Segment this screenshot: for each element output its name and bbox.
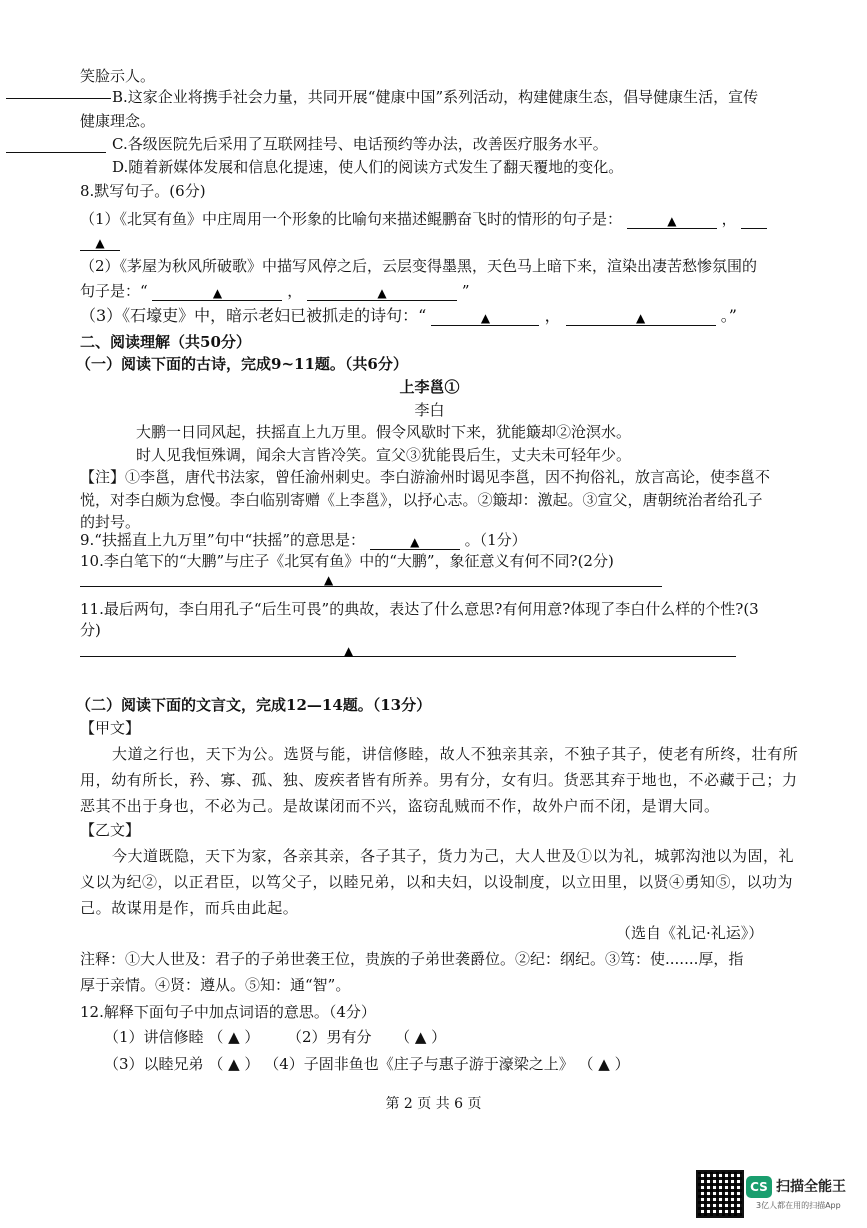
separator: ， <box>544 306 561 325</box>
triangle-icon: ▲ <box>667 214 677 228</box>
question-text: （2）男有分 <box>286 1028 372 1046</box>
question-text: （1）《北冥有鱼》中庄周用一个形象的比喻句来描述鲲鹏奋飞时的情形的句子是： <box>80 210 623 228</box>
question-text: （1）讲信修睦 <box>104 1028 204 1046</box>
question-8-3 <box>80 306 737 326</box>
answer-blank[interactable] <box>307 282 457 301</box>
question-11-cont: 分) <box>80 621 101 639</box>
answer-line <box>80 231 120 251</box>
triangle-icon: ▲ <box>410 535 420 549</box>
text-line: 健康理念。 <box>80 112 156 130</box>
triangle-icon: ▲ <box>95 236 105 250</box>
passage-text: 用，幼有所长，矜、寡、孤、独、废疾者皆有所养。男有分，女有归。货恶其弃于地也，不必藏于己；力 <box>80 771 798 789</box>
passage-text: 大道之行也，天下为公。选贤与能，讲信修睦，故人不独亲其亲，不独子其子，使老有所终，壮有所 <box>112 745 799 763</box>
passage-text: 恶其不出于身也，不必为己。是故谋闭而不兴，盗窃乱贼而不作，故外户而不闭，是谓大同。 <box>80 797 720 815</box>
triangle-icon: ▲ <box>377 286 387 300</box>
question-11: 11.最后两句，李白用孔子“后生可畏”的典故，表达了什么意思?有何用意?体现了李白什么样的个性?(3 <box>80 600 759 618</box>
poem-line: 大鹏一日同风起，扶摇直上九万里。假令风歇时下来，犹能簸却②沧溟水。 <box>136 423 632 441</box>
triangle-icon: ▲ <box>480 311 491 325</box>
triangle-icon: ▲ <box>344 644 354 658</box>
question-text: （3）《石壕吏》中，暗示老妇已被抓走的诗句：“ <box>80 306 427 325</box>
question-8-2-answer <box>80 281 469 301</box>
passage-text: 今大道既隐，天下为家，各亲其亲，各子其子，货力为己，大人世及①以为礼，城郭沟池以为固，礼 <box>112 847 795 865</box>
answer-blank[interactable] <box>152 282 282 301</box>
passage-text: 义以为纪②，以正君臣，以笃父子，以睦兄弟，以和夫妇，以设制度，以立田里，以贤④勇知⑤，以功为 <box>80 873 794 891</box>
answer-line <box>80 656 736 657</box>
poem-title: 上李邕① <box>399 378 460 396</box>
annotation: 注释：①大人世及：君子的子弟世袭王位，贵族的子弟世袭爵位。②纪：纲纪。③笃：使.......厚，指 <box>80 950 744 968</box>
question-12: 12.解释下面句子中加点词语的意思。（4分） <box>80 1003 376 1021</box>
answer-blank[interactable] <box>566 307 716 326</box>
option-d: D.随着新媒体发展和信息化提速，使人们的阅读方式发生了翻天覆地的变化。 <box>112 158 624 176</box>
answer-blank[interactable]: （ ▲ ） <box>208 1028 260 1046</box>
passage-source: （选自《礼记·礼运》） <box>616 924 764 942</box>
answer-blank[interactable] <box>741 210 767 229</box>
poem-author: 李白 <box>414 401 445 419</box>
question-12-row <box>104 1054 630 1074</box>
answer-line <box>80 586 662 587</box>
separator: ， <box>721 210 737 228</box>
question-8-1 <box>80 209 767 229</box>
subsection-heading: （一）阅读下面的古诗，完成9~11题。（共6分） <box>76 355 408 373</box>
poem-note: 悦，对李白颇为怠慢。李白临别寄赠《上李邕》，以抒心志。②簸却：激起。③宣父，唐朝统治者给孔子 <box>80 491 763 509</box>
answer-blank[interactable] <box>431 307 539 326</box>
brand-title: 扫描全能王 <box>776 1179 846 1195</box>
page-footer: 第 2 页 共 6 页 <box>385 1096 482 1112</box>
text-line: 笑脸示人。 <box>80 67 156 85</box>
poem-line: 时人见我恒殊调，闻余大言皆冷笑。宣父③犹能畏后生，丈夫未可轻年少。 <box>136 446 632 464</box>
qr-code-icon <box>696 1170 744 1218</box>
poem-note: 的封号。 <box>80 513 141 531</box>
answer-blank[interactable]: （ ▲ ） <box>578 1055 630 1073</box>
question-text: 。（1分） <box>464 531 527 549</box>
section-heading: 二、阅读理解（共50分） <box>80 333 251 351</box>
poem-note: 【注】①李邕，唐代书法家，曾任渝州刺史。李白游渝州时谒见李邕，因不拘俗礼，放言高论，使李邕不 <box>80 468 771 486</box>
question-9 <box>80 530 527 550</box>
answer-blank[interactable]: （ ▲ ） <box>208 1055 260 1073</box>
brand-subtitle: 3亿人都在用的扫描App <box>756 1201 841 1210</box>
answer-blank[interactable] <box>80 232 120 251</box>
margin-rule <box>6 152 106 153</box>
question-8: 8.默写句子。(6分) <box>80 182 206 200</box>
passage-text: 己。故谋用是作，而兵由此起。 <box>80 899 299 917</box>
separator: 。” <box>720 306 737 325</box>
option-b: B.这家企业将携手社会力量，共同开展“健康中国”系列活动，构建健康生态，倡导健康生活，宣传 <box>112 88 759 106</box>
triangle-icon: ▲ <box>636 311 646 325</box>
passage-label: 【乙文】 <box>80 821 141 839</box>
answer-blank[interactable] <box>370 531 460 550</box>
question-10: 10.李白笔下的“大鹏”与庄子《北冥有鱼》中的“大鹏”，象征意义有何不同?(2分) <box>80 552 614 570</box>
question-text: （4）子固非鱼也《庄子与惠子游于濠梁之上》 <box>264 1055 574 1073</box>
triangle-icon: ▲ <box>212 286 223 300</box>
passage-label: 【甲文】 <box>80 719 141 737</box>
option-c: C.各级医院先后采用了互联网挂号、电话预约等办法，改善医疗服务水平。 <box>112 135 608 153</box>
question-text: （3）以睦兄弟 <box>104 1055 204 1073</box>
annotation: 厚于亲情。④贤：遵从。⑤知：通“智”。 <box>80 976 351 994</box>
answer-blank[interactable] <box>627 210 717 229</box>
answer-blank[interactable]: （ ▲ ） <box>395 1028 447 1046</box>
separator: ” <box>461 282 470 300</box>
camscanner-logo: CS <box>746 1176 772 1198</box>
margin-rule <box>6 98 111 99</box>
question-8-2: （2）《茅屋为秋风所破歌》中描写风停之后，云层变得墨黑，天色马上暗下来，渲染出凄苦愁惨氛围的 <box>80 257 758 275</box>
triangle-icon: ▲ <box>324 573 334 587</box>
question-text: 9.“扶摇直上九万里”句中“扶摇”的意思是： <box>80 531 365 549</box>
separator: ， <box>287 282 303 300</box>
question-text: 句子是：“ <box>80 282 148 300</box>
question-12-row <box>104 1027 446 1047</box>
subsection-heading: （二）阅读下面的文言文，完成12—14题。（13分） <box>76 696 432 714</box>
